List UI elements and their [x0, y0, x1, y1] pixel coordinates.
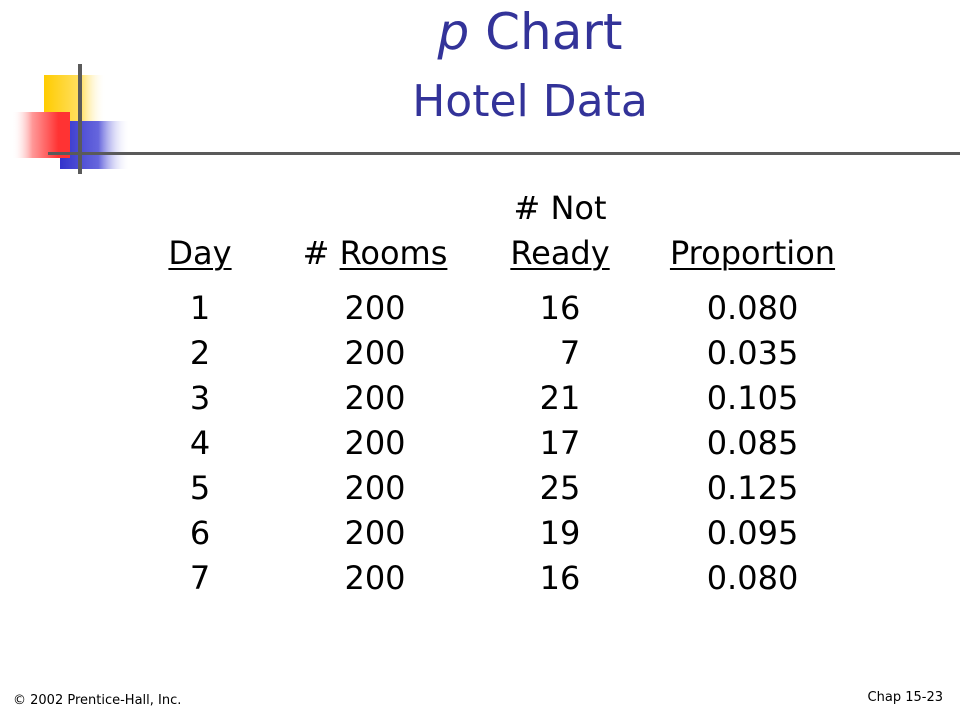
cell-day: 3: [189, 379, 211, 417]
cell-rooms: 200: [344, 514, 406, 552]
cell-day: 7: [189, 559, 211, 597]
cell-day: 4: [189, 424, 211, 462]
header-day: Day: [168, 234, 232, 272]
title-chart: Chart: [485, 3, 623, 61]
title-italic-p: p: [437, 3, 470, 61]
cell-proportion: 0.080: [706, 289, 799, 327]
cell-not-ready: 25: [539, 469, 581, 507]
copyright-footer: © 2002 Prentice-Hall, Inc.: [13, 693, 182, 708]
cell-day: 5: [189, 469, 211, 507]
cell-not-ready: 7: [559, 334, 581, 372]
cell-not-ready: 16: [539, 289, 581, 327]
cell-rooms: 200: [344, 379, 406, 417]
cell-rooms: 200: [344, 469, 406, 507]
cell-proportion: 0.105: [706, 379, 799, 417]
header-rooms: # Rooms: [302, 234, 448, 272]
cell-proportion: 0.085: [706, 424, 799, 462]
cell-day: 6: [189, 514, 211, 552]
header-proportion: Proportion: [669, 234, 836, 272]
cell-rooms: 200: [344, 289, 406, 327]
cell-day: 2: [189, 334, 211, 372]
cell-rooms: 200: [344, 334, 406, 372]
cell-not-ready: 16: [539, 559, 581, 597]
chapter-footer: Chap 15-23: [867, 690, 943, 705]
cell-not-ready: 21: [539, 379, 581, 417]
cell-day: 1: [189, 289, 211, 327]
cell-rooms: 200: [344, 559, 406, 597]
cell-proportion: 0.080: [706, 559, 799, 597]
page-subtitle: Hotel Data: [412, 76, 648, 127]
cell-not-ready: 17: [539, 424, 581, 462]
cell-proportion: 0.125: [706, 469, 799, 507]
cell-proportion: 0.095: [706, 514, 799, 552]
cell-proportion: 0.035: [706, 334, 799, 372]
cell-rooms: 200: [344, 424, 406, 462]
header-notready-line1: # Not: [513, 189, 607, 227]
header-notready-line2: Ready: [510, 234, 610, 272]
cell-not-ready: 19: [539, 514, 581, 552]
